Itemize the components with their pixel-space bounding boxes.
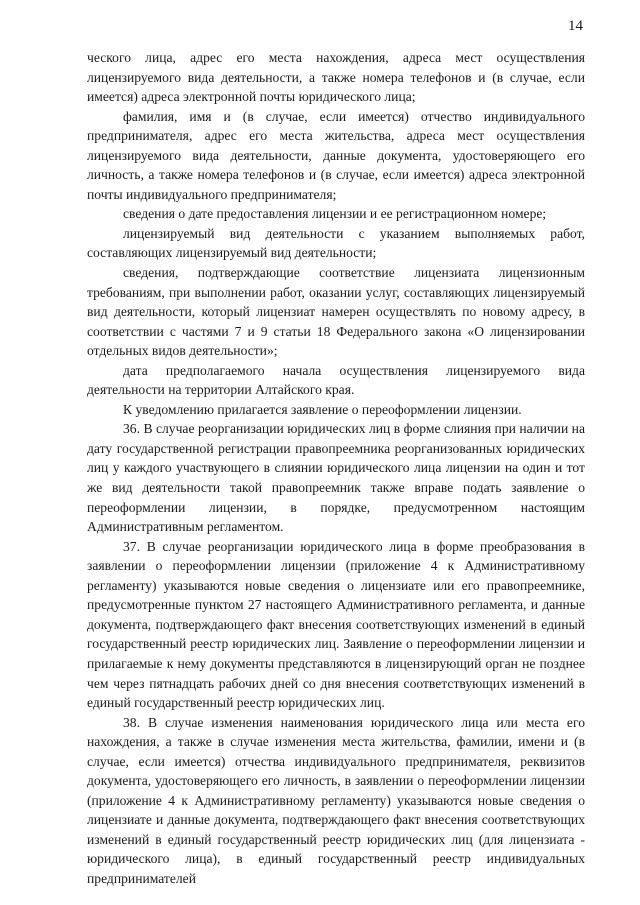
paragraph: лицензируемый вид деятельности с указанием выполняемых работ, составляющих лицензируемый вид деятельности; xyxy=(87,225,585,261)
paragraph: К уведомлению прилагается заявление о переоформлении лицензии. xyxy=(123,401,522,417)
paragraph: дата предполагаемого начала осуществления лицензируемого вида деятельности на территории Алтайского края. xyxy=(87,362,585,398)
page-number: 14 xyxy=(568,18,583,34)
paragraph: сведения о дате предоставления лицензии и ее регистрационном номере; xyxy=(123,206,547,222)
document-body xyxy=(87,48,585,889)
paragraph: 36. В случае реорганизации юридических лиц в форме слияния при наличии на дату государственной регистрации правопреемника реорганизованных юридических лиц у каждого участвующего в слиянии юридического лица лицензии на один и тот же вид деятельности такой правопреемник также вправе подать заявление о переоформлении лицензии, в порядке, предусмотренном настоящим Административным регламентом. xyxy=(87,421,585,535)
paragraph: фамилия, имя и (в случае, если имеется) отчество индивидуального предпринимателя, адрес его места жительства, адреса мест осуществления лицензируемого вида деятельности, данные документа, удостоверяющего его личность, а также номера телефонов и (в случае, если имеется) адреса электронной почты индивидуального предпринимателя; xyxy=(87,108,585,202)
paragraph: 37. В случае реорганизации юридического лица в форме преобразования в заявлении о переоформлении лицензии (приложение 4 к Административному регламенту) указываются новые сведения о лицензиате или его правопреемнике, предусмотренные пунктом 27 настоящего Административного регламента, и данные документа, подтверждающего факт внесения соответствующих изменений в единый государственный реестр юридических лиц. Заявление о переоформлении лицензии и прилагаемые к нему документы представляются в лицензирующий орган не позднее чем через пятнадцать рабочих дней со дня внесения соответствующих изменений в единый государственный реестр юридических лиц. xyxy=(87,538,585,711)
paragraph: ческого лица, адрес его места нахождения, адреса мест осуществления лицензируемого вида деятельности, а также номера телефонов и (в случае, если имеется) адреса электронной почты юридического лица; xyxy=(87,50,585,105)
paragraph: 38. В случае изменения наименования юридического лица или места его нахождения, а также в случае изменения места жительства, фамилии, имени и (в случае, если имеется) отчества индивидуального предпринимателя, реквизитов документа, удостоверяющего его личность, в заявлении о переоформлении лицензии (приложение 4 к Административному регламенту) указываются новые сведения о лицензиате и данные документа, подтверждающего факт внесения соответствующих изменений в единый государственный реестр юридических лиц (для лицензиата - юридического лица), в единый государственный реестр индивидуальных предпринимателей xyxy=(87,714,585,886)
paragraph: сведения, подтверждающие соответствие лицензиата лицензионным требованиям, при выполнении работ, оказании услуг, составляющих лицензируемый вид деятельности, который лицензиат намерен осуществлять по новому адресу, в соответствии с частями 7 и 9 статьи 18 Федерального закона «О лицензировании отдельных видов деятельности»; xyxy=(87,265,585,359)
